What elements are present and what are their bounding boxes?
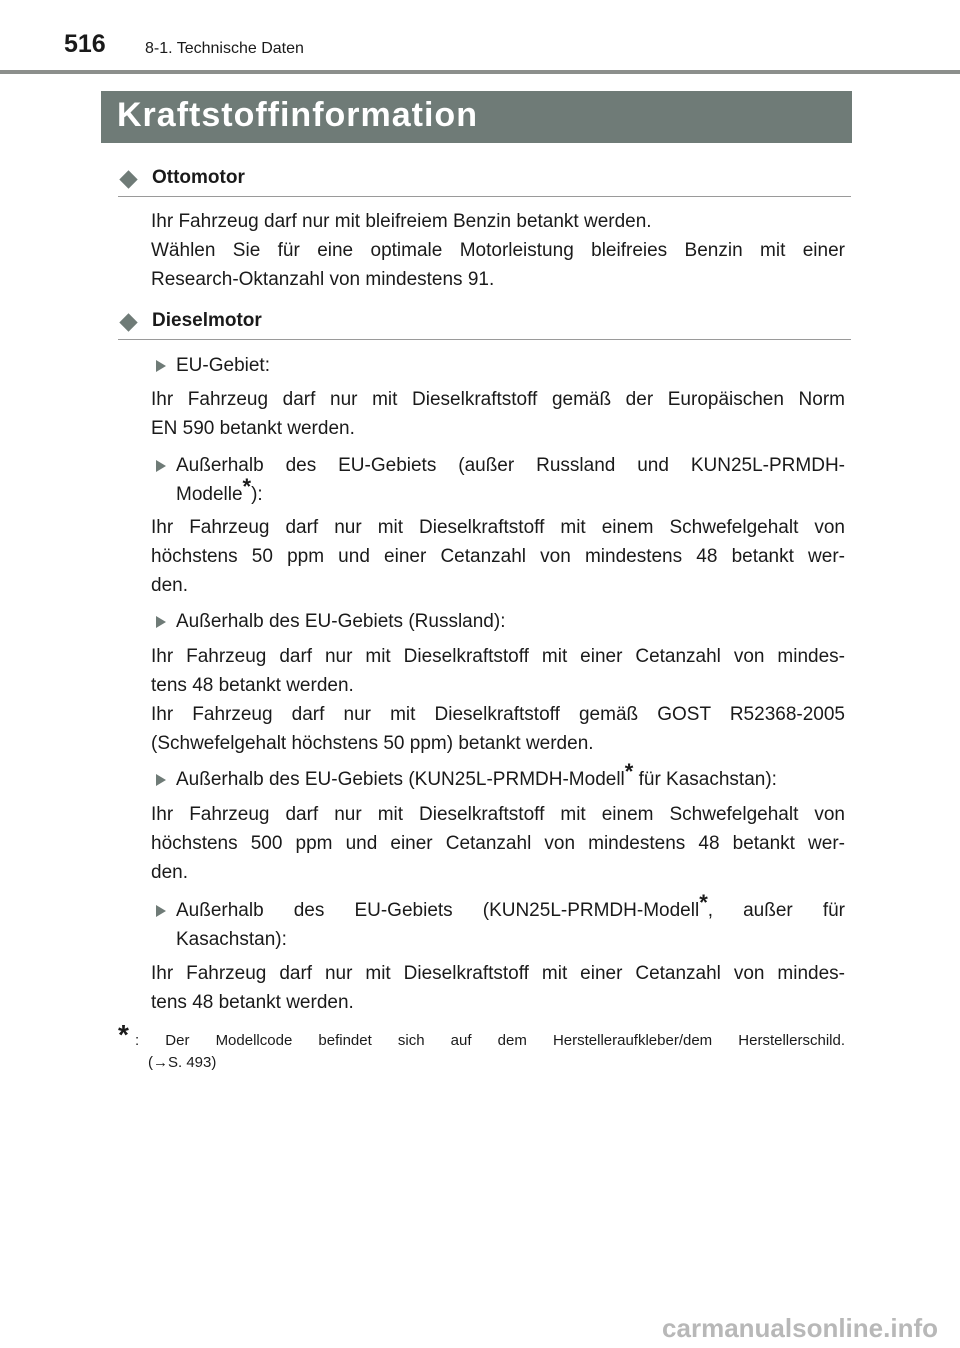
asterisk-marker: * [242, 474, 252, 499]
kasachstan-text [151, 800, 845, 887]
arrow-bullet-icon [156, 774, 166, 786]
arrow-bullet-icon [156, 360, 166, 372]
page-number: 516 [64, 30, 106, 58]
bullet-eu-gebiet [151, 351, 845, 380]
arrow-bullet-icon [156, 460, 166, 472]
bullet-ausserhalb-eu [151, 451, 845, 509]
footnote [118, 1019, 845, 1074]
bullet-label: Kasachstan): [176, 929, 287, 950]
footnote-reference-link[interactable]: (→S. 493) [148, 1054, 217, 1071]
section-label: Dieselmotor [152, 310, 262, 331]
watermark: carmanualsonline.info [662, 1313, 938, 1343]
arrow-bullet-icon [156, 905, 166, 917]
text-line: den. [151, 575, 188, 596]
text-line: Ihr Fahrzeug darf nur mit Dieselkraftstoff mit einer Cetanzahl von mindes- [151, 963, 845, 984]
arrow-bullet-icon [156, 616, 166, 628]
text-line: den. [151, 862, 188, 883]
footnote-text: : Der Modellcode befindet sich auf dem Herstelleraufkleber/dem Herstellerschild. [135, 1032, 845, 1049]
text-line: Ihr Fahrzeug darf nur mit Dieselkraftstoff gemäß GOST R52368-2005 [151, 704, 845, 725]
russland-text [151, 642, 845, 758]
text-line: Ihr Fahrzeug darf nur mit Dieselkraftstoff mit einem Schwefelgehalt von [151, 804, 845, 825]
bullet-russland [151, 607, 845, 636]
ausserhalb-eu-text [151, 513, 845, 600]
diamond-icon [119, 313, 137, 331]
bullet-label: Außerhalb des EU-Gebiets (KUN25L-PRMDH-Modell [176, 769, 625, 790]
page-header [0, 0, 960, 76]
page-title: Kraftstoffinformation [117, 96, 478, 134]
bullet-label: für Kasachstan): [633, 769, 777, 790]
asterisk-marker: * [624, 759, 634, 784]
asterisk-marker: * [118, 1019, 129, 1050]
section-label: Ottomotor [152, 167, 245, 188]
text-line: Ihr Fahrzeug darf nur mit Dieselkraftstoff mit einem Schwefelgehalt von [151, 517, 845, 538]
header-rule [0, 70, 960, 74]
eu-gebiet-text [151, 385, 845, 443]
ottomotor-text [151, 207, 845, 294]
text-line: tens 48 betankt werden. [151, 992, 354, 1013]
text-line: höchstens 50 ppm und einer Cetanzahl von mindestens 48 betankt wer- [151, 546, 845, 567]
section-heading-ottomotor [118, 166, 851, 197]
text-line: Ihr Fahrzeug darf nur mit Dieselkraftstoff mit einer Cetanzahl von mindes- [151, 646, 845, 667]
section-heading-dieselmotor [118, 309, 851, 340]
bullet-ausser-kasachstan [151, 890, 845, 954]
bullet-label: ): [251, 484, 263, 505]
text-line: Research-Oktanzahl von mindestens 91. [151, 269, 495, 290]
asterisk-marker: * [699, 890, 708, 915]
text-line: Ihr Fahrzeug darf nur mit bleifreiem Benzin betankt werden. [151, 211, 652, 232]
bullet-label: Außerhalb des EU-Gebiets (KUN25L-PRMDH-Modell [176, 900, 700, 921]
bullet-label: Außerhalb des EU-Gebiets (Russland): [176, 611, 506, 632]
diamond-icon [119, 170, 137, 188]
text-line: EN 590 betankt werden. [151, 418, 355, 439]
bullet-label: Außerhalb des EU-Gebiets (außer Russland und KUN25L-PRMDH- [176, 455, 845, 476]
text-line: (Schwefelgehalt höchstens 50 ppm) betankt werden. [151, 733, 594, 754]
bullet-label: Modelle [176, 484, 243, 505]
bullet-label: , außer für [707, 900, 845, 921]
chapter-title: 8-1. Technische Daten [145, 40, 304, 57]
text-line: Ihr Fahrzeug darf nur mit Dieselkraftstoff gemäß der Europäischen Norm [151, 389, 845, 410]
text-line: Wählen Sie für eine optimale Motorleistung bleifreies Benzin mit einer [151, 240, 845, 261]
text-line: tens 48 betankt werden. [151, 675, 354, 696]
title-banner [101, 91, 852, 143]
text-line: höchstens 500 ppm und einer Cetanzahl von mindestens 48 betankt wer- [151, 833, 845, 854]
ausser-kasachstan-text [151, 959, 845, 1017]
bullet-kasachstan [151, 759, 845, 794]
bullet-label: EU-Gebiet: [176, 355, 270, 376]
